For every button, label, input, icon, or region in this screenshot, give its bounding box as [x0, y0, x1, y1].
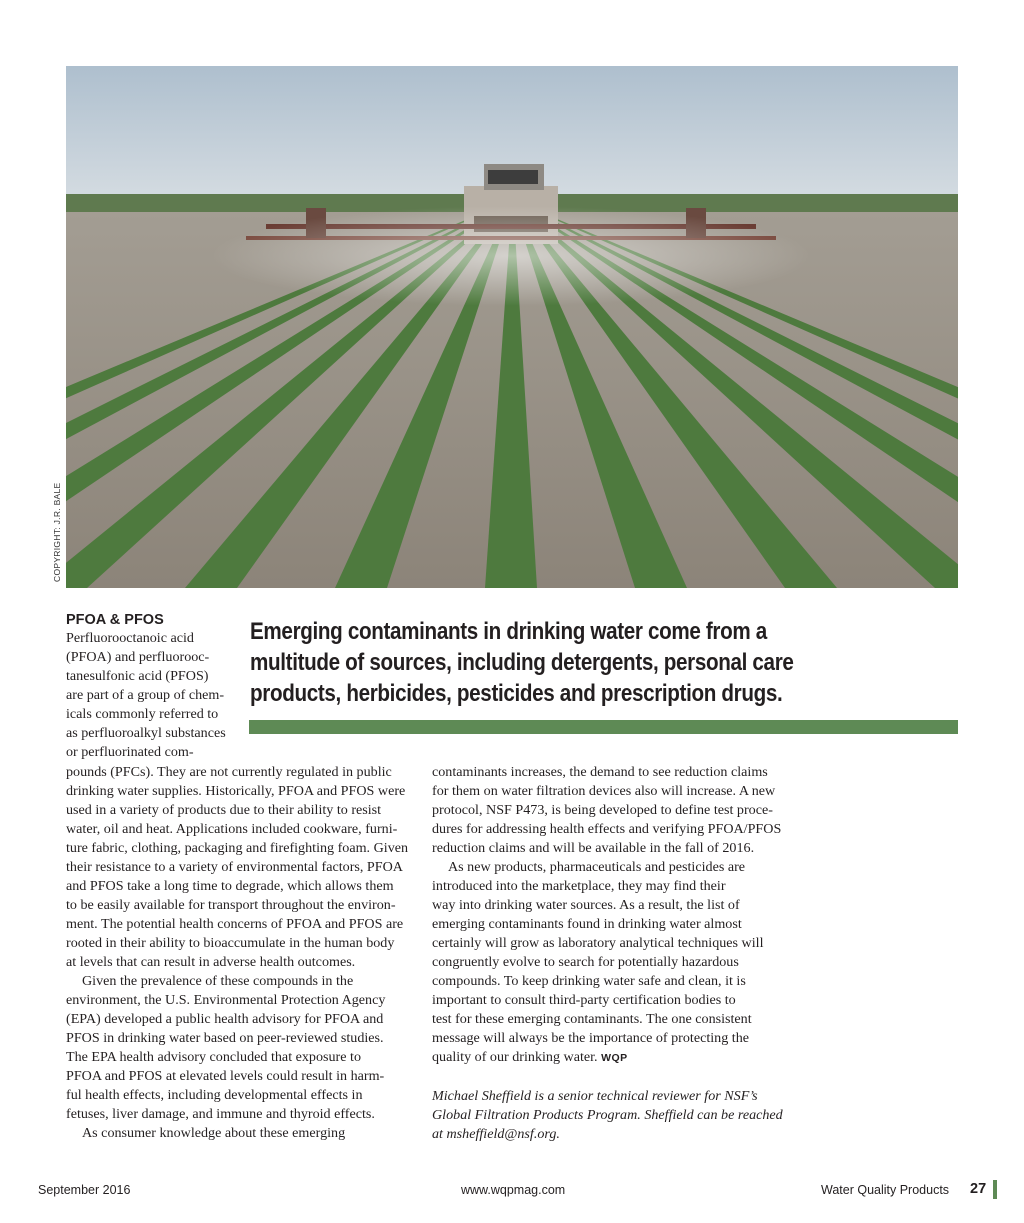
text-line: compounds. To keep drinking water safe and clean, it is	[432, 973, 746, 989]
text-line: or perfluorinated com-	[66, 744, 194, 760]
text-line: Given the prevalence of these compounds in the	[82, 973, 354, 989]
text-line: at levels that can result in adverse health outcomes.	[66, 954, 356, 970]
right-column	[432, 763, 792, 1144]
text-line: protocol, NSF P473, is being developed to define test proce-	[432, 802, 773, 818]
text-line: tanesulfonic acid (PFOS)	[66, 668, 209, 684]
magazine-url[interactable]: www.wqpmag.com	[461, 1183, 566, 1197]
text-line: ment. The potential health concerns of PFOA and PFOS are	[66, 916, 404, 932]
author-bio-line: Global Filtration Products Program. Sheffield can be reached	[432, 1107, 783, 1123]
text-line: introduced into the marketplace, they may find their	[432, 878, 726, 894]
page-footer	[0, 1180, 1024, 1200]
text-line: emerging contaminants found in drinking water almost	[432, 916, 742, 932]
text-line: reduction claims and will be available in the fall of 2016.	[432, 840, 755, 856]
text-line: to be easily available for transport throughout the environ-	[66, 897, 396, 913]
text-line: dures for addressing health effects and verifying PFOA/PFOS	[432, 821, 782, 837]
field-spraying-illustration	[66, 66, 958, 588]
text-line: fetuses, liver damage, and immune and thyroid effects.	[66, 1106, 375, 1122]
text-line: (EPA) developed a public health advisory for PFOA and	[66, 1011, 384, 1027]
spacer	[432, 1068, 792, 1087]
author-bio-line: at msheffield@nsf.org.	[432, 1126, 560, 1142]
text-line: are part of a group of chem-	[66, 687, 225, 703]
text-line: ture fabric, clothing, packaging and firefighting foam. Given	[66, 840, 409, 856]
text-line: as perfluoroalkyl substances	[66, 725, 226, 741]
wqp-end-mark: WQP	[601, 1052, 628, 1064]
text-line: message will always be the importance of protecting the	[432, 1030, 750, 1046]
text-line: certainly will grow as laboratory analytical techniques will	[432, 935, 764, 951]
text-line: drinking water supplies. Historically, PFOA and PFOS were	[66, 783, 406, 799]
accent-rule	[249, 720, 958, 734]
sidebar-narrow-text	[66, 629, 236, 762]
text-line: PFOS in drinking water based on peer-reviewed studies.	[66, 1030, 384, 1046]
pull-quote	[250, 616, 859, 709]
magazine-name: Water Quality Products	[821, 1183, 950, 1197]
pull-quote-line: Emerging contaminants in drinking water come from a	[250, 618, 767, 645]
text-line: way into drinking water sources. As a result, the list of	[432, 897, 740, 913]
text-line: quality of our drinking water.	[432, 1049, 598, 1065]
text-line: Perfluorooctanoic acid	[66, 630, 194, 646]
pull-quote-line: products, herbicides, pesticides and prescription drugs.	[250, 680, 783, 707]
pull-quote-line: multitude of sources, including detergents, personal care	[250, 649, 794, 676]
text-line: rooted in their ability to bioaccumulate in the human body	[66, 935, 395, 951]
text-line: water, oil and heat. Applications included cookware, furni-	[66, 821, 398, 837]
text-line: for them on water filtration devices also will increase. A new	[432, 783, 776, 799]
left-column	[66, 763, 416, 1143]
text-line: As consumer knowledge about these emerging	[82, 1125, 346, 1141]
text-line: test for these emerging contaminants. The one consistent	[432, 1011, 752, 1027]
text-line: their resistance to a variety of environmental factors, PFOA	[66, 859, 403, 875]
text-line: and PFOS take a long time to degrade, which allows them	[66, 878, 394, 894]
issue-date: September 2016	[38, 1183, 131, 1197]
text-line: PFOA and PFOS at elevated levels could result in harm-	[66, 1068, 385, 1084]
sidebar-heading: PFOA & PFOS	[66, 612, 164, 628]
accent-bar	[993, 1180, 997, 1199]
text-line: pounds (PFCs). They are not currently regulated in public	[66, 764, 392, 780]
text-line: important to consult third-party certification bodies to	[432, 992, 736, 1008]
photo-credit: COPYRIGHT: J.R. BALE	[52, 482, 62, 582]
text-line-with-end-mark	[432, 1048, 792, 1068]
text-line: The EPA health advisory concluded that exposure to	[66, 1049, 361, 1065]
author-bio-line: Michael Sheffield is a senior technical reviewer for NSF’s	[432, 1088, 758, 1104]
text-line: environment, the U.S. Environmental Protection Agency	[66, 992, 386, 1008]
text-line: contaminants increases, the demand to see reduction claims	[432, 764, 768, 780]
text-line: icals commonly referred to	[66, 706, 219, 722]
text-line: As new products, pharmaceuticals and pesticides are	[448, 859, 746, 875]
text-line: (PFOA) and perfluorooc-	[66, 649, 210, 665]
text-line: congruently evolve to search for potentially hazardous	[432, 954, 739, 970]
page-number: 27	[970, 1181, 987, 1197]
article-photo	[66, 66, 958, 588]
text-line: used in a variety of products due to their ability to resist	[66, 802, 382, 818]
text-line: ful health effects, including developmental effects in	[66, 1087, 363, 1103]
